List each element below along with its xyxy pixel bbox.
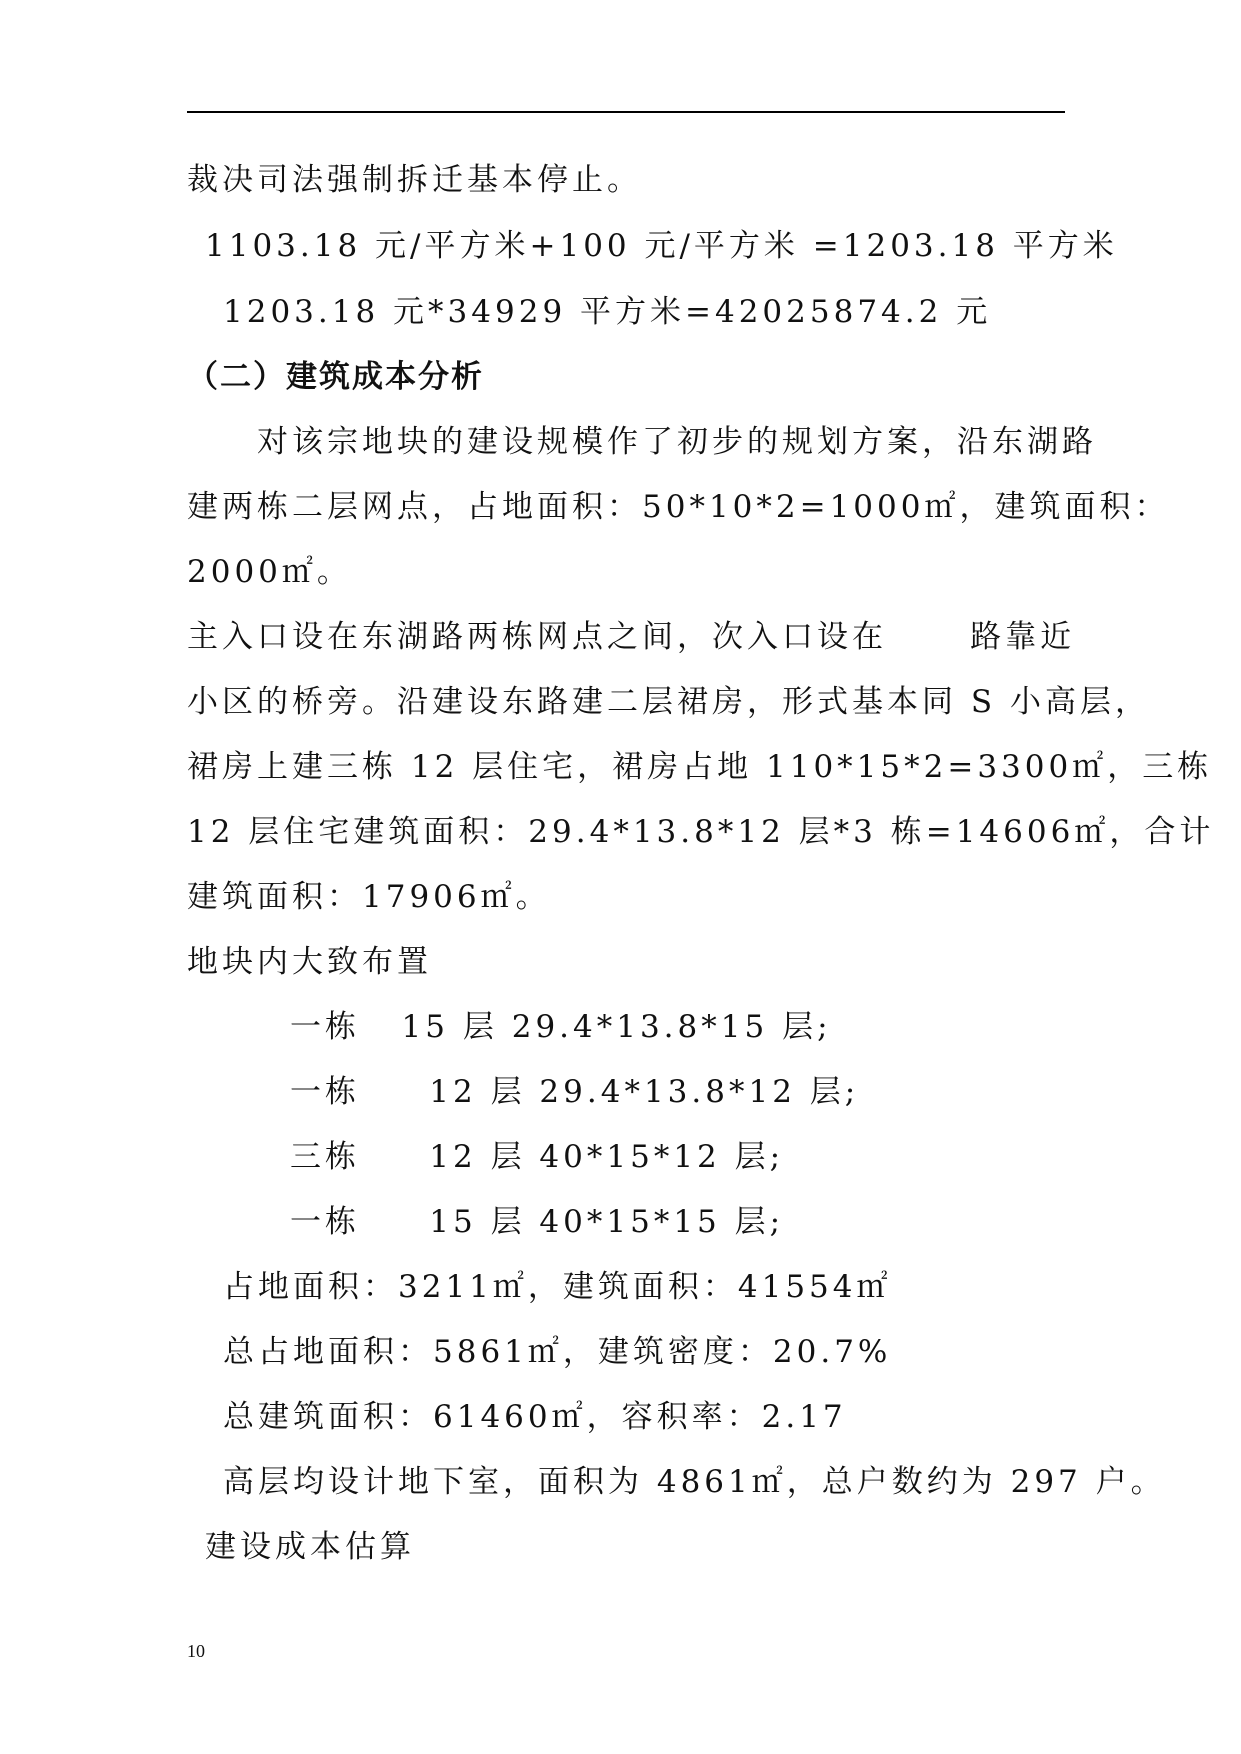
layout-intro: 地块内大致布置 <box>187 944 432 980</box>
page-number: 10 <box>187 1641 205 1661</box>
cost-estimate-label: 建设成本估算 <box>205 1529 415 1565</box>
paragraph-line-11: 12 层住宅建筑面积：29.4*13.8*12 层*3 栋=14606㎡，合计 <box>187 814 1215 850</box>
section-heading: （二）建筑成本分析 <box>187 359 484 395</box>
paragraph-line-6: 建两栋二层网点，占地面积：50*10*2=1000㎡，建筑面积： <box>187 489 1170 525</box>
paragraph-line-7: 2000㎡。 <box>187 554 352 590</box>
paragraph-line-12: 建筑面积：17906㎡。 <box>187 879 551 915</box>
paragraph-line-9: 小区的桥旁。沿建设东路建二层裙房，形式基本同 S 小高层， <box>187 684 1150 720</box>
header-rule <box>187 111 1065 113</box>
calc-line-total-cost: 1203.18 元*34929 平方米=42025874.2 元 <box>223 294 992 330</box>
paragraph-line-5: 对该宗地块的建设规模作了初步的规划方案，沿东湖路 <box>257 424 1097 460</box>
paragraph-line-8: 主入口设在东湖路两栋网点之间，次入口设在 路靠近 <box>187 619 1076 655</box>
calc-line-unit-price: 1103.18 元/平方米+100 元/平方米 =1203.18 平方米 <box>205 228 1118 264</box>
area-summary-2: 总占地面积：5861㎡，建筑密度：20.7% <box>223 1334 892 1370</box>
area-summary-1: 占地面积：3211㎡，建筑面积：41554㎡ <box>223 1269 892 1305</box>
paragraph-line-1: 裁决司法强制拆迁基本停止。 <box>187 162 642 198</box>
area-summary-3: 总建筑面积：61460㎡，容积率：2.17 <box>223 1399 847 1435</box>
layout-item-2: 一栋 12 层 29.4*13.8*12 层; <box>290 1074 860 1110</box>
paragraph-line-10: 裙房上建三栋 12 层住宅，裙房占地 110*15*2=3300㎡，三栋 <box>187 749 1213 785</box>
basement-note: 高层均设计地下室，面积为 4861㎡，总户数约为 297 户。 <box>223 1464 1166 1500</box>
layout-item-1: 一栋 15 层 29.4*13.8*15 层; <box>290 1009 832 1045</box>
layout-item-4: 一栋 15 层 40*15*15 层; <box>290 1204 785 1240</box>
layout-item-3: 三栋 12 层 40*15*12 层; <box>290 1139 785 1175</box>
